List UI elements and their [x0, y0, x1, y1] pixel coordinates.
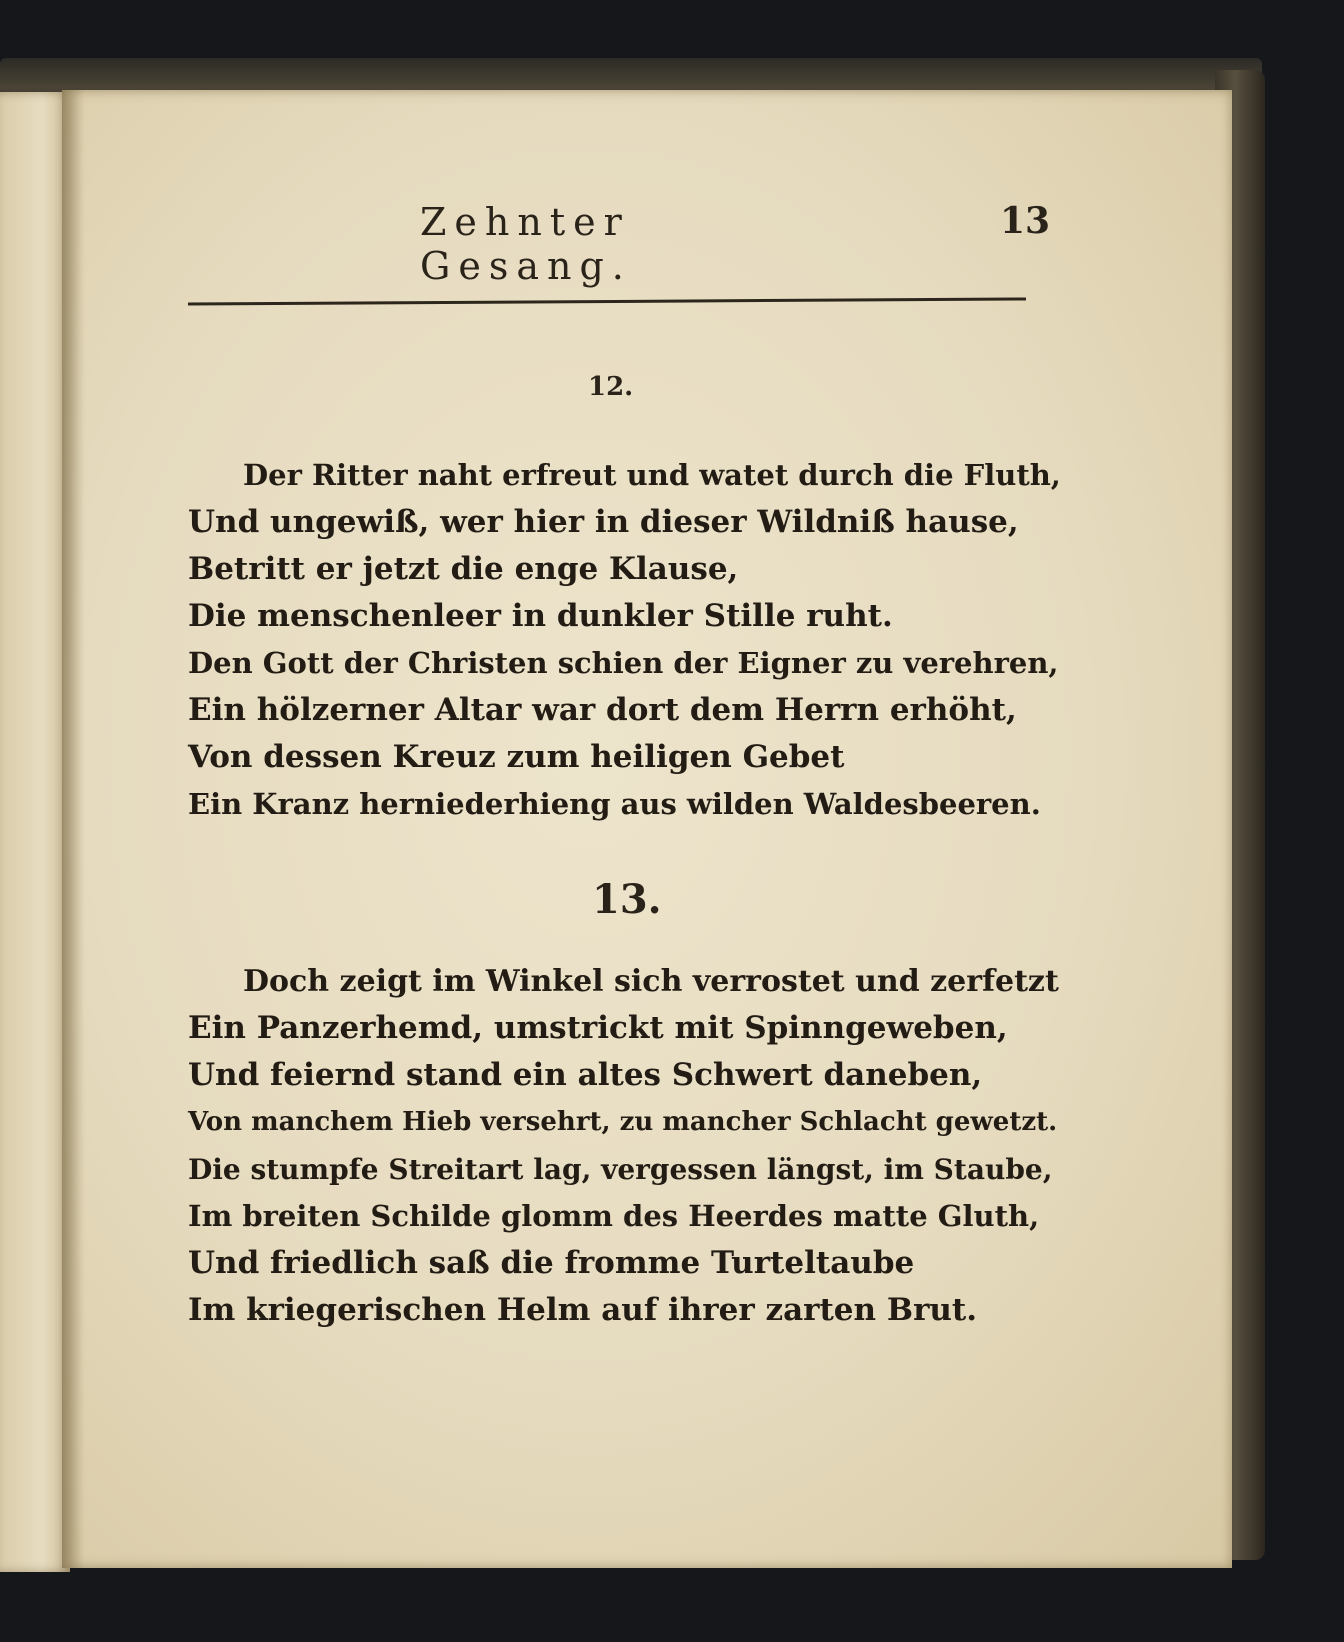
verse-line: Und friedlich saß die fromme Turteltaube: [188, 1245, 915, 1281]
verse-line: Die menschenleer in dunkler Stille ruht.: [188, 598, 893, 634]
verse-line: Von manchem Hieb versehrt, zu mancher Schlacht gewetzt.: [188, 1107, 1058, 1137]
verse-line: Betritt er jetzt die enge Klause,: [188, 551, 739, 587]
verse-line: Den Gott der Christen schien der Eigner zu verehren,: [188, 646, 1059, 680]
verse-line: Und feiernd stand ein altes Schwert daneben,: [188, 1057, 983, 1093]
verse-line: Von dessen Kreuz zum heiligen Gebet: [188, 739, 845, 775]
verse-line: Im kriegerischen Helm auf ihrer zarten Brut.: [188, 1292, 978, 1328]
running-header-title: Zehnter Gesang.: [420, 200, 632, 288]
stanza-13: [188, 958, 1068, 1334]
verse-line: Und ungewiß, wer hier in dieser Wildniß hause,: [188, 504, 1019, 540]
verse-line: Die stumpfe Streitart lag, vergessen längst, im Staube,: [188, 1153, 1053, 1186]
verse-line: Doch zeigt im Winkel sich verrostet und zerfetzt: [243, 964, 1059, 999]
verse-line: Im breiten Schilde glomm des Heerdes matte Gluth,: [188, 1199, 1040, 1233]
page-gutter-shadow: [62, 90, 84, 1568]
verse-line: Ein Kranz herniederhieng aus wilden Waldesbeeren.: [188, 787, 1041, 821]
book-page: [62, 90, 1232, 1568]
facing-page-edge: [0, 92, 70, 1572]
page-number: 13: [1000, 200, 1051, 242]
verse-line: Ein Panzerhemd, umstrickt mit Spinngeweben,: [188, 1010, 1008, 1046]
stanza-number: 12.: [588, 372, 634, 402]
verse-line: Der Ritter naht erfreut und watet durch die Fluth,: [243, 458, 1061, 492]
stanza-number: 13.: [592, 876, 662, 923]
stanza-12: [188, 452, 1068, 828]
verse-line: Ein hölzerner Altar war dort dem Herrn erhöht,: [188, 692, 1017, 728]
